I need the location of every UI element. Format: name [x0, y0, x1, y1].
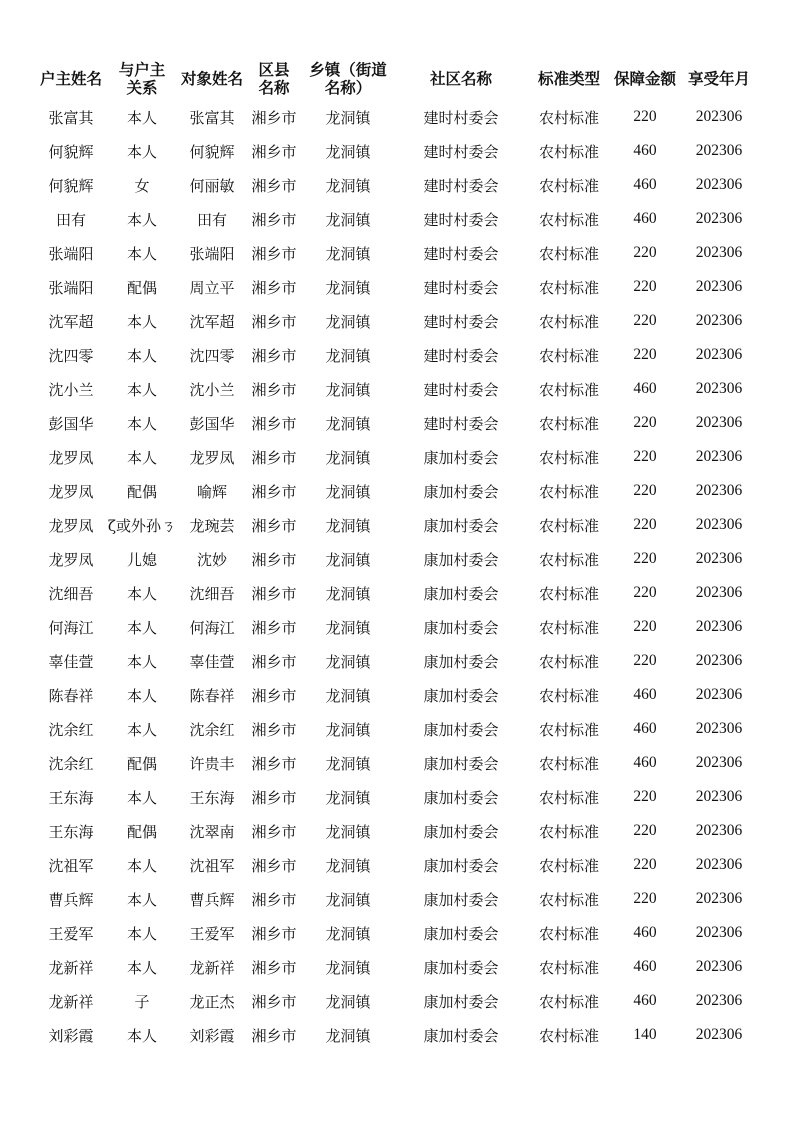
amount-cell: 140 [633, 1026, 657, 1043]
table-row [37, 406, 757, 440]
household-head-cell: 沈细吾 [48, 584, 94, 603]
recipient-name-cell: 何海江 [189, 618, 235, 637]
period-cell: 202306 [695, 550, 743, 567]
period-cell: 202306 [695, 278, 743, 295]
period-cell: 202306 [695, 210, 743, 227]
amount-cell: 220 [633, 312, 657, 329]
community-cell: 建时村委会 [423, 244, 499, 263]
standard-type-cell: 农村标准 [538, 380, 599, 399]
county-cell: 湘乡市 [251, 448, 297, 467]
period-cell: 202306 [695, 686, 743, 703]
township-cell: 龙洞镇 [325, 822, 371, 841]
table-row [37, 474, 757, 508]
standard-type-cell: 农村标准 [538, 448, 599, 467]
county-cell: 湘乡市 [251, 1026, 297, 1045]
standard-type-cell: 农村标准 [538, 618, 599, 637]
standard-type-cell: 农村标准 [538, 856, 599, 875]
relation-cell: 本人 [126, 686, 157, 705]
table-row [37, 1018, 757, 1052]
standard-type-cell: 农村标准 [538, 788, 599, 807]
standard-type-cell: 农村标准 [538, 516, 599, 535]
period-cell: 202306 [695, 346, 743, 363]
township-cell: 龙洞镇 [325, 924, 371, 943]
township-cell: 龙洞镇 [325, 142, 371, 161]
household-head-cell: 曹兵辉 [48, 890, 94, 909]
relation-cell: 子 [134, 992, 150, 1011]
period-cell: 202306 [695, 244, 743, 261]
table-row [37, 610, 757, 644]
table-row [37, 372, 757, 406]
table-row [37, 848, 757, 882]
township-cell: 龙洞镇 [325, 346, 371, 365]
county-cell: 湘乡市 [251, 414, 297, 433]
county-cell: 湘乡市 [251, 822, 297, 841]
community-cell: 康加村委会 [423, 754, 499, 773]
benefit-table [37, 58, 757, 1052]
relation-cell: 配偶 [126, 482, 157, 501]
relation-cell: 本人 [126, 584, 157, 603]
table-row [37, 916, 757, 950]
community-cell: 康加村委会 [423, 788, 499, 807]
table-row [37, 100, 757, 134]
recipient-name-cell: 沈翠南 [189, 822, 235, 841]
table-row [37, 338, 757, 372]
household-head-cell: 沈军超 [48, 312, 94, 331]
community-cell: 建时村委会 [423, 346, 499, 365]
household-head-cell: 龙罗凤 [48, 550, 94, 569]
table-row [37, 508, 757, 542]
community-cell: 建时村委会 [423, 176, 499, 195]
household-head-cell: 沈余红 [48, 754, 94, 773]
township-cell: 龙洞镇 [325, 312, 371, 331]
township-cell: 龙洞镇 [325, 1026, 371, 1045]
township-cell: 龙洞镇 [325, 856, 371, 875]
relation-cell: 本人 [126, 720, 157, 739]
community-cell: 建时村委会 [423, 414, 499, 433]
recipient-name-cell: 王爱军 [189, 924, 235, 943]
period-cell: 202306 [695, 788, 743, 805]
relation-cell: 本人 [126, 856, 157, 875]
standard-type-cell: 农村标准 [538, 1026, 599, 1045]
recipient-name-cell: 龙琬芸 [189, 516, 235, 535]
recipient-name-cell: 沈军超 [189, 312, 235, 331]
township-cell: 龙洞镇 [325, 210, 371, 229]
table-body [37, 100, 757, 1052]
period-cell: 202306 [695, 856, 743, 873]
relation-cell: 本人 [126, 618, 157, 637]
recipient-name-cell: 张富其 [189, 108, 235, 127]
amount-cell: 220 [633, 788, 657, 805]
table-row [37, 712, 757, 746]
household-head-cell: 龙罗凤 [48, 482, 94, 501]
period-cell: 202306 [695, 516, 743, 533]
recipient-name-cell: 沈小兰 [189, 380, 235, 399]
recipient-name-cell: 许贵丰 [189, 754, 235, 773]
county-cell: 湘乡市 [251, 108, 297, 127]
community-cell: 建时村委会 [423, 210, 499, 229]
township-cell: 龙洞镇 [325, 958, 371, 977]
township-cell: 龙洞镇 [325, 108, 371, 127]
county-cell: 湘乡市 [251, 550, 297, 569]
table-row [37, 542, 757, 576]
table-row [37, 168, 757, 202]
relation-cell: 本人 [126, 924, 157, 943]
relation-cell: 本人 [126, 448, 157, 467]
community-cell: 康加村委会 [423, 992, 499, 1011]
table-row [37, 780, 757, 814]
period-cell: 202306 [695, 482, 743, 499]
amount-cell: 220 [633, 244, 657, 261]
relation-cell: 本人 [126, 346, 157, 365]
township-cell: 龙洞镇 [325, 550, 371, 569]
relation-cell: 配偶 [126, 822, 157, 841]
header-amount: 保障金额 [613, 70, 676, 88]
recipient-name-cell: 何丽敏 [189, 176, 235, 195]
community-cell: 建时村委会 [423, 312, 499, 331]
recipient-name-cell: 龙正杰 [189, 992, 235, 1011]
table-row [37, 270, 757, 304]
standard-type-cell: 农村标准 [538, 482, 599, 501]
standard-type-cell: 农村标准 [538, 652, 599, 671]
period-cell: 202306 [695, 992, 743, 1009]
amount-cell: 220 [633, 278, 657, 295]
amount-cell: 460 [633, 380, 657, 397]
amount-cell: 460 [633, 720, 657, 737]
relation-cell: 本人 [126, 652, 157, 671]
amount-cell: 220 [633, 856, 657, 873]
household-head-cell: 张端阳 [48, 278, 94, 297]
amount-cell: 460 [633, 686, 657, 703]
household-head-cell: 张富其 [48, 108, 94, 127]
amount-cell: 460 [633, 142, 657, 159]
period-cell: 202306 [695, 108, 743, 125]
period-cell: 202306 [695, 958, 743, 975]
community-cell: 康加村委会 [423, 550, 499, 569]
recipient-name-cell: 王东海 [189, 788, 235, 807]
table-row [37, 576, 757, 610]
township-cell: 龙洞镇 [325, 482, 371, 501]
county-cell: 湘乡市 [251, 856, 297, 875]
standard-type-cell: 农村标准 [538, 992, 599, 1011]
recipient-name-cell: 沈余红 [189, 720, 235, 739]
recipient-name-cell: 沈妙 [196, 550, 227, 569]
table-row [37, 678, 757, 712]
township-cell: 龙洞镇 [325, 720, 371, 739]
household-head-cell: 龙新祥 [48, 992, 94, 1011]
period-cell: 202306 [695, 890, 743, 907]
period-cell: 202306 [695, 176, 743, 193]
relation-cell: 配偶 [126, 754, 157, 773]
period-cell: 202306 [695, 822, 743, 839]
standard-type-cell: 农村标准 [538, 312, 599, 331]
community-cell: 建时村委会 [423, 278, 499, 297]
amount-cell: 220 [633, 822, 657, 839]
amount-cell: 220 [633, 652, 657, 669]
amount-cell: 220 [633, 550, 657, 567]
household-head-cell: 沈余红 [48, 720, 94, 739]
township-cell: 龙洞镇 [325, 788, 371, 807]
amount-cell: 460 [633, 924, 657, 941]
community-cell: 建时村委会 [423, 142, 499, 161]
county-cell: 湘乡市 [251, 992, 297, 1011]
county-cell: 湘乡市 [251, 380, 297, 399]
household-head-cell: 田有 [55, 210, 86, 229]
table-row [37, 236, 757, 270]
community-cell: 康加村委会 [423, 822, 499, 841]
county-cell: 湘乡市 [251, 958, 297, 977]
period-cell: 202306 [695, 380, 743, 397]
county-cell: 湘乡市 [251, 278, 297, 297]
standard-type-cell: 农村标准 [538, 414, 599, 433]
township-cell: 龙洞镇 [325, 278, 371, 297]
county-cell: 湘乡市 [251, 618, 297, 637]
period-cell: 202306 [695, 1026, 743, 1043]
standard-type-cell: 农村标准 [538, 686, 599, 705]
recipient-name-cell: 张端阳 [189, 244, 235, 263]
township-cell: 龙洞镇 [325, 992, 371, 1011]
header-period: 享受年月 [687, 70, 750, 88]
header-relation: 与户主 关系 [118, 61, 166, 97]
amount-cell: 220 [633, 482, 657, 499]
community-cell: 康加村委会 [423, 856, 499, 875]
header-recipient-name: 对象姓名 [180, 70, 243, 88]
community-cell: 康加村委会 [423, 516, 499, 535]
household-head-cell: 张端阳 [48, 244, 94, 263]
household-head-cell: 沈祖军 [48, 856, 94, 875]
table-row [37, 644, 757, 678]
community-cell: 建时村委会 [423, 380, 499, 399]
community-cell: 康加村委会 [423, 652, 499, 671]
community-cell: 康加村委会 [423, 924, 499, 943]
relation-cell: 本人 [126, 142, 157, 161]
standard-type-cell: 农村标准 [538, 890, 599, 909]
county-cell: 湘乡市 [251, 210, 297, 229]
relation-cell: 配偶 [126, 278, 157, 297]
household-head-cell: 何海江 [48, 618, 94, 637]
amount-cell: 220 [633, 584, 657, 601]
community-cell: 康加村委会 [423, 686, 499, 705]
community-cell: 康加村委会 [423, 720, 499, 739]
relation-cell: 本人 [126, 210, 157, 229]
township-cell: 龙洞镇 [325, 380, 371, 399]
county-cell: 湘乡市 [251, 346, 297, 365]
recipient-name-cell: 沈四零 [189, 346, 235, 365]
standard-type-cell: 农村标准 [538, 142, 599, 161]
community-cell: 康加村委会 [423, 584, 499, 603]
period-cell: 202306 [695, 584, 743, 601]
period-cell: 202306 [695, 652, 743, 669]
table-row [37, 304, 757, 338]
household-head-cell: 王东海 [48, 822, 94, 841]
standard-type-cell: 农村标准 [538, 244, 599, 263]
recipient-name-cell: 辜佳萱 [189, 652, 235, 671]
household-head-cell: 陈春祥 [48, 686, 94, 705]
township-cell: 龙洞镇 [325, 584, 371, 603]
table-header [37, 58, 757, 100]
recipient-name-cell: 龙罗凤 [189, 448, 235, 467]
relation-cell: 本人 [126, 108, 157, 127]
county-cell: 湘乡市 [251, 142, 297, 161]
standard-type-cell: 农村标准 [538, 822, 599, 841]
table-row [37, 814, 757, 848]
community-cell: 康加村委会 [423, 890, 499, 909]
household-head-cell: 龙新祥 [48, 958, 94, 977]
standard-type-cell: 农村标准 [538, 550, 599, 569]
table-row [37, 134, 757, 168]
community-cell: 康加村委会 [423, 958, 499, 977]
relation-cell: 本人 [126, 890, 157, 909]
table-row [37, 202, 757, 236]
relation-cell: 本人 [126, 414, 157, 433]
period-cell: 202306 [695, 720, 743, 737]
recipient-name-cell: 沈细吾 [189, 584, 235, 603]
standard-type-cell: 农村标准 [538, 584, 599, 603]
recipient-name-cell: 曹兵辉 [189, 890, 235, 909]
county-cell: 湘乡市 [251, 312, 297, 331]
relation-cell: 本人 [126, 244, 157, 263]
header-community: 社区名称 [429, 70, 492, 88]
amount-cell: 220 [633, 346, 657, 363]
amount-cell: 460 [633, 958, 657, 975]
amount-cell: 220 [633, 890, 657, 907]
header-township: 乡镇（街道 名称） [309, 61, 387, 97]
township-cell: 龙洞镇 [325, 414, 371, 433]
relation-cell: ζ或外孙ㄋ [107, 516, 177, 535]
period-cell: 202306 [695, 618, 743, 635]
table-row [37, 984, 757, 1018]
household-head-cell: 彭国华 [48, 414, 94, 433]
community-cell: 建时村委会 [423, 108, 499, 127]
recipient-name-cell: 刘彩霞 [189, 1026, 235, 1045]
relation-cell: 本人 [126, 788, 157, 807]
township-cell: 龙洞镇 [325, 652, 371, 671]
community-cell: 康加村委会 [423, 618, 499, 637]
standard-type-cell: 农村标准 [538, 958, 599, 977]
header-county: 区县 名称 [258, 61, 290, 97]
table-row [37, 950, 757, 984]
amount-cell: 220 [633, 108, 657, 125]
standard-type-cell: 农村标准 [538, 754, 599, 773]
recipient-name-cell: 何貌辉 [189, 142, 235, 161]
household-head-cell: 王东海 [48, 788, 94, 807]
county-cell: 湘乡市 [251, 754, 297, 773]
amount-cell: 460 [633, 210, 657, 227]
recipient-name-cell: 沈祖军 [189, 856, 235, 875]
amount-cell: 460 [633, 754, 657, 771]
township-cell: 龙洞镇 [325, 618, 371, 637]
recipient-name-cell: 陈春祥 [189, 686, 235, 705]
county-cell: 湘乡市 [251, 686, 297, 705]
township-cell: 龙洞镇 [325, 448, 371, 467]
household-head-cell: 龙罗凤 [48, 448, 94, 467]
amount-cell: 220 [633, 516, 657, 533]
amount-cell: 220 [633, 414, 657, 431]
township-cell: 龙洞镇 [325, 890, 371, 909]
household-head-cell: 刘彩霞 [48, 1026, 94, 1045]
standard-type-cell: 农村标准 [538, 720, 599, 739]
period-cell: 202306 [695, 142, 743, 159]
household-head-cell: 辜佳萱 [48, 652, 94, 671]
header-standard-type: 标准类型 [537, 70, 600, 88]
standard-type-cell: 农村标准 [538, 278, 599, 297]
county-cell: 湘乡市 [251, 890, 297, 909]
recipient-name-cell: 龙新祥 [189, 958, 235, 977]
community-cell: 康加村委会 [423, 1026, 499, 1045]
household-head-cell: 沈四零 [48, 346, 94, 365]
amount-cell: 460 [633, 176, 657, 193]
recipient-name-cell: 周立平 [189, 278, 235, 297]
header-row [37, 58, 757, 100]
relation-cell: 女 [134, 176, 150, 195]
period-cell: 202306 [695, 924, 743, 941]
table-row [37, 882, 757, 916]
period-cell: 202306 [695, 414, 743, 431]
county-cell: 湘乡市 [251, 482, 297, 501]
standard-type-cell: 农村标准 [538, 346, 599, 365]
period-cell: 202306 [695, 448, 743, 465]
relation-cell: 本人 [126, 312, 157, 331]
amount-cell: 220 [633, 618, 657, 635]
township-cell: 龙洞镇 [325, 244, 371, 263]
standard-type-cell: 农村标准 [538, 924, 599, 943]
township-cell: 龙洞镇 [325, 516, 371, 535]
table-row [37, 746, 757, 780]
recipient-name-cell: 喻辉 [196, 482, 227, 501]
community-cell: 康加村委会 [423, 482, 499, 501]
relation-cell: 本人 [126, 1026, 157, 1045]
community-cell: 康加村委会 [423, 448, 499, 467]
period-cell: 202306 [695, 312, 743, 329]
standard-type-cell: 农村标准 [538, 176, 599, 195]
amount-cell: 460 [633, 992, 657, 1009]
township-cell: 龙洞镇 [325, 754, 371, 773]
county-cell: 湘乡市 [251, 720, 297, 739]
township-cell: 龙洞镇 [325, 176, 371, 195]
recipient-name-cell: 田有 [196, 210, 227, 229]
county-cell: 湘乡市 [251, 584, 297, 603]
county-cell: 湘乡市 [251, 788, 297, 807]
amount-cell: 220 [633, 448, 657, 465]
county-cell: 湘乡市 [251, 244, 297, 263]
relation-cell: 本人 [126, 380, 157, 399]
period-cell: 202306 [695, 754, 743, 771]
household-head-cell: 龙罗凤 [48, 516, 94, 535]
county-cell: 湘乡市 [251, 924, 297, 943]
relation-cell: 儿媳 [126, 550, 157, 569]
recipient-name-cell: 彭国华 [189, 414, 235, 433]
header-household-head: 户主姓名 [39, 70, 102, 88]
household-head-cell: 王爱军 [48, 924, 94, 943]
household-head-cell: 沈小兰 [48, 380, 94, 399]
household-head-cell: 何貌辉 [48, 142, 94, 161]
county-cell: 湘乡市 [251, 652, 297, 671]
household-head-cell: 何貌辉 [48, 176, 94, 195]
relation-cell: 本人 [126, 958, 157, 977]
standard-type-cell: 农村标准 [538, 108, 599, 127]
table-row [37, 440, 757, 474]
standard-type-cell: 农村标准 [538, 210, 599, 229]
county-cell: 湘乡市 [251, 516, 297, 535]
county-cell: 湘乡市 [251, 176, 297, 195]
township-cell: 龙洞镇 [325, 686, 371, 705]
